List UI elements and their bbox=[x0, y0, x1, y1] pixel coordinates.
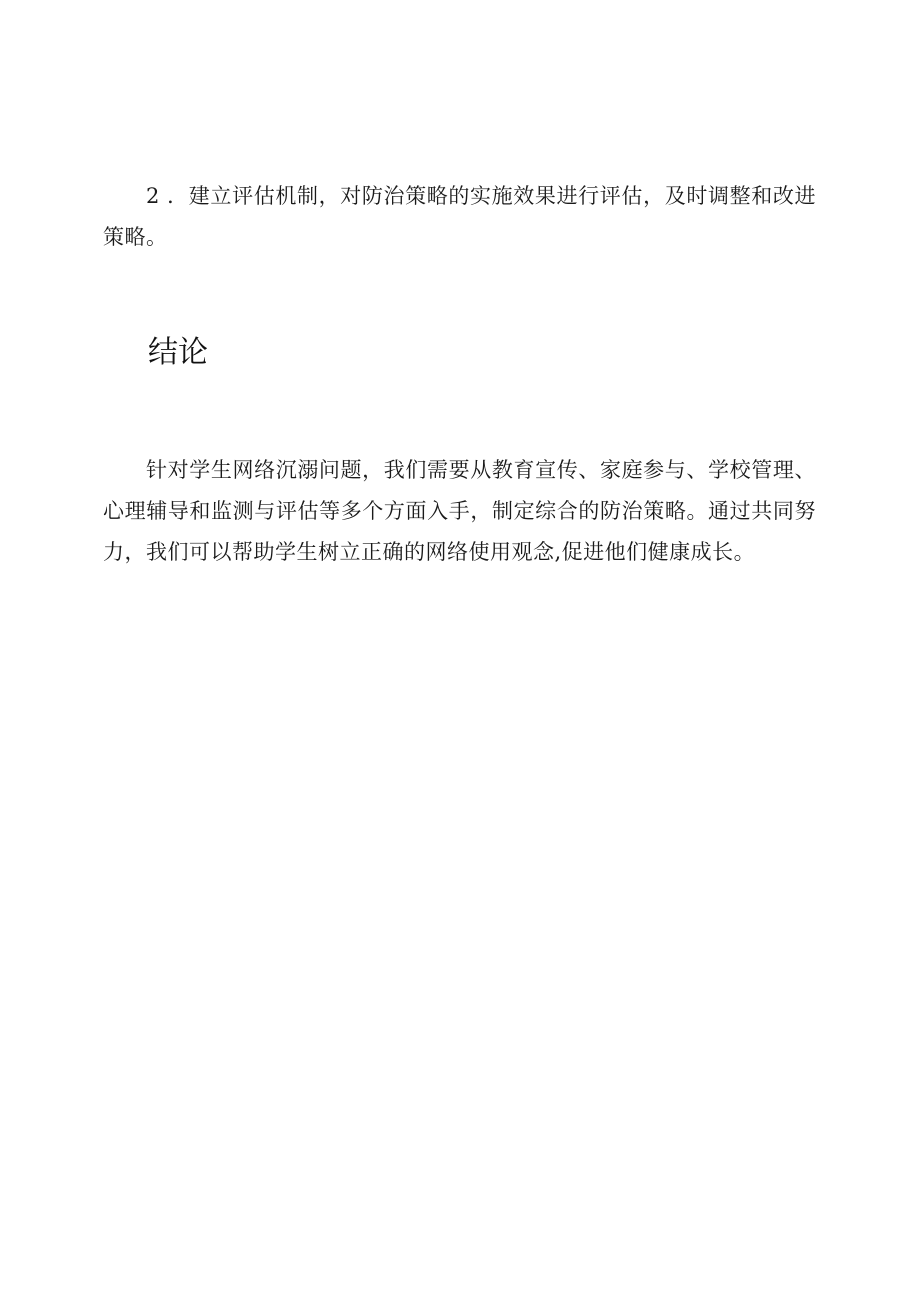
paragraph-evaluation-mechanism: 2 ．建立评估机制，对防治策略的实施效果进行评估，及时调整和改进策略。 bbox=[103, 184, 816, 249]
section-heading-conclusion: 结论 bbox=[148, 335, 208, 370]
paragraph-conclusion: 针对学生网络沉溺问题，我们需要从教育宣传、家庭参与、学校管理、心理辅导和监测与评估等多个方面入手，制定综合的防治策略。通过共同努力，我们可以帮助学生树立正确的网络使用观念,促进他们健康成长。 bbox=[103, 458, 816, 564]
